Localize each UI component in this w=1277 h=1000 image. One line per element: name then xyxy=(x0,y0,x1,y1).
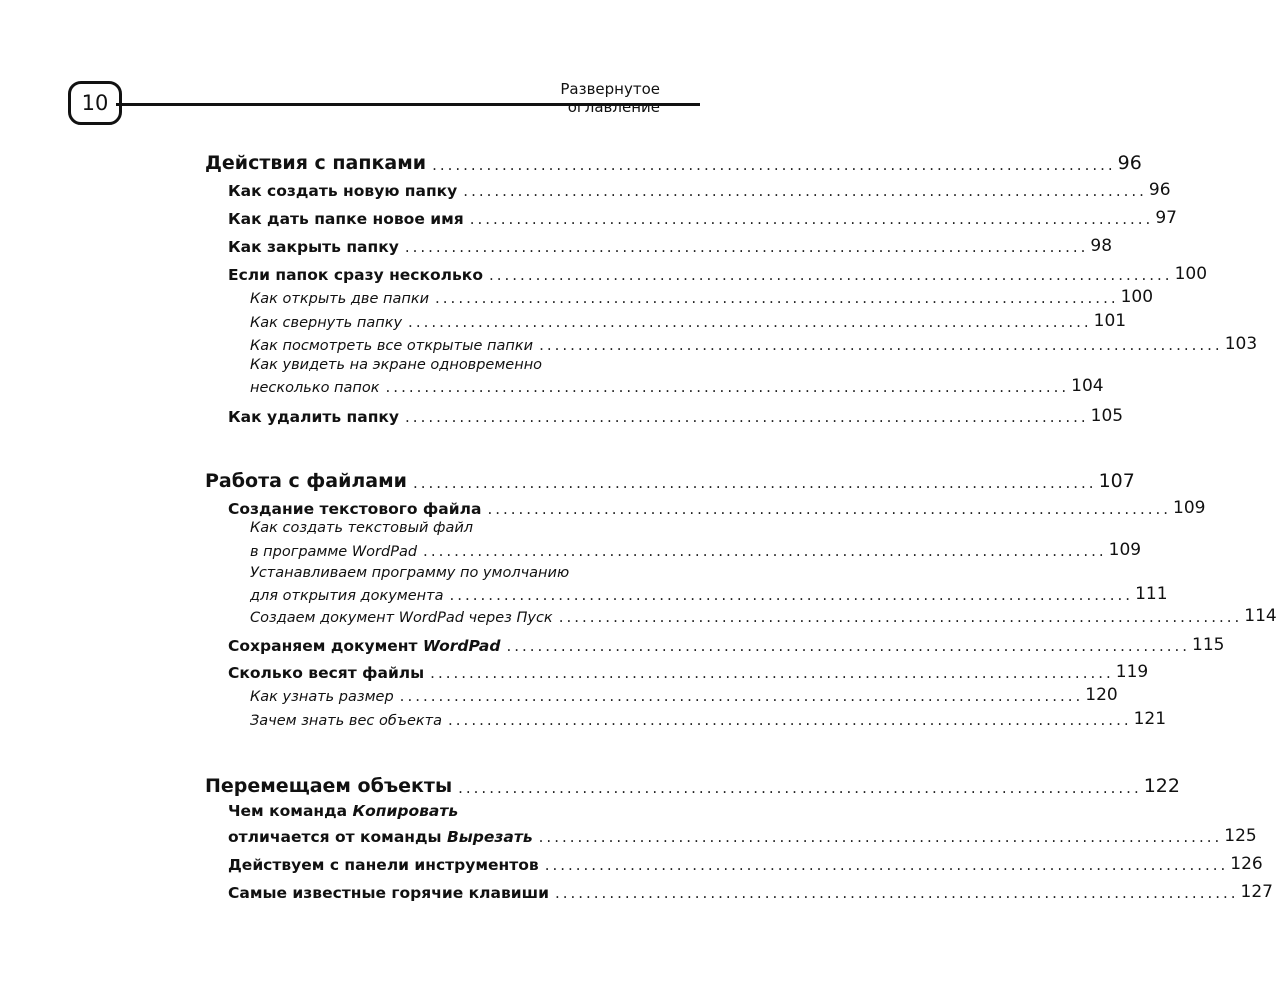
toc-label-emphasis: Копировать xyxy=(352,802,459,820)
toc-entry[interactable] xyxy=(228,658,1149,682)
toc-entry[interactable] xyxy=(250,707,1167,729)
toc-label: Действуем с панели инструментов xyxy=(228,856,539,874)
toc-label: Самые известные горячие клавиши xyxy=(228,884,549,902)
toc-label: Действия с папками xyxy=(205,152,427,174)
leader-dots: ........................................................................................ xyxy=(463,182,1147,200)
toc-entry[interactable] xyxy=(250,332,1258,354)
leader-dots: ........................................................................................ xyxy=(506,637,1191,655)
toc-page: 104 xyxy=(1071,376,1104,396)
toc-label: для открытия документа xyxy=(250,588,444,604)
leader-dots: ........................................................................................ xyxy=(538,828,1223,846)
toc-page: 109 xyxy=(1173,498,1206,518)
toc-page: 103 xyxy=(1224,334,1258,354)
leader-dots: ........................................................................................ xyxy=(558,608,1243,626)
leader-dots: ........................................................................................ xyxy=(385,378,1070,396)
leader-dots: ........................................................................................ xyxy=(488,266,1173,284)
toc-label-line[interactable] xyxy=(228,802,458,820)
toc-page: 120 xyxy=(1085,685,1118,705)
leader-dots: ........................................................................................ xyxy=(423,542,1107,560)
toc-entry[interactable] xyxy=(205,464,1135,492)
toc-label: Как свернуть папку xyxy=(250,315,403,331)
toc-label-text: Сохраняем документ xyxy=(228,637,423,655)
toc-page: 119 xyxy=(1115,662,1149,682)
toc-label-line[interactable]: Устанавливаем программу по умолчанию xyxy=(250,565,570,581)
leader-dots: ........................................................................................ xyxy=(435,289,1119,307)
leader-dots: ........................................................................................ xyxy=(487,500,1172,518)
toc-label: несколько папок xyxy=(250,380,380,396)
toc-page: 109 xyxy=(1108,540,1142,560)
leader-dots: ........................................................................................ xyxy=(405,408,1089,426)
toc-entry[interactable] xyxy=(228,850,1263,874)
toc-entry[interactable] xyxy=(250,538,1142,560)
toc-page: 101 xyxy=(1093,311,1127,331)
toc-page: 100 xyxy=(1120,287,1154,307)
toc-page: 97 xyxy=(1155,208,1177,228)
toc-label: Зачем знать вес объекта xyxy=(250,713,443,729)
toc-entry[interactable] xyxy=(228,204,1177,228)
toc-label: Перемещаем объекты xyxy=(205,775,453,797)
toc-label: Создаем документ WordPad через Пуск xyxy=(250,610,553,626)
toc-page: 107 xyxy=(1098,470,1135,492)
page-number-badge xyxy=(68,81,122,125)
toc-label: Как дать папке новое имя xyxy=(228,210,464,228)
toc-page: 96 xyxy=(1148,180,1171,200)
toc-page: 96 xyxy=(1117,152,1142,174)
toc-page: 115 xyxy=(1192,635,1225,655)
toc-page: 105 xyxy=(1090,406,1124,426)
toc-page: 100 xyxy=(1174,264,1208,284)
toc-page: 126 xyxy=(1230,854,1263,874)
toc-entry[interactable] xyxy=(205,146,1142,174)
toc-entry[interactable] xyxy=(250,309,1127,331)
toc-label xyxy=(228,637,500,655)
toc-entry[interactable] xyxy=(228,260,1208,284)
leader-dots: ........................................................................................ xyxy=(469,210,1154,228)
toc-label: Как посмотреть все открытые папки xyxy=(250,338,534,354)
toc-entry[interactable] xyxy=(250,374,1104,396)
leader-dots: ........................................................................................ xyxy=(404,238,1089,256)
leader-dots: ........................................................................................ xyxy=(412,474,1097,492)
toc-page: 125 xyxy=(1224,826,1257,846)
toc-label-emphasis: Вырезать xyxy=(446,828,533,846)
toc-entry[interactable] xyxy=(205,769,1180,797)
toc-label: Как открыть две папки xyxy=(250,291,430,307)
leader-dots: ........................................................................................ xyxy=(432,156,1116,174)
toc-label: Если папок сразу несколько xyxy=(228,266,483,284)
toc-page: 98 xyxy=(1090,236,1113,256)
toc-label-line[interactable]: Как создать текстовый файл xyxy=(250,520,474,536)
toc-label-text: отличается от команды xyxy=(228,828,447,846)
leader-dots: ........................................................................................ xyxy=(448,711,1132,729)
toc-entry[interactable] xyxy=(228,494,1206,518)
toc-page: 121 xyxy=(1133,709,1167,729)
toc-label: Как удалить папку xyxy=(228,408,400,426)
toc-label: Сколько весят файлы xyxy=(228,664,425,682)
leader-dots: ........................................................................................ xyxy=(430,664,1114,682)
leader-dots: ........................................................................................ xyxy=(399,687,1084,705)
toc-entry[interactable] xyxy=(228,402,1124,426)
toc-label: Создание текстового файла xyxy=(228,500,482,518)
page-number: 10 xyxy=(81,91,109,115)
toc-label: в программе WordPad xyxy=(250,544,418,560)
leader-dots: ........................................................................................ xyxy=(544,856,1229,874)
toc-entry[interactable] xyxy=(250,604,1277,626)
toc-label: Как создать новую папку xyxy=(228,182,458,200)
toc-page: 127 xyxy=(1240,882,1273,902)
leader-dots: ........................................................................................ xyxy=(458,779,1142,797)
toc-label-emphasis: WordPad xyxy=(422,637,501,655)
toc-entry[interactable] xyxy=(228,176,1171,200)
toc-label: Как узнать размер xyxy=(250,689,394,705)
toc-entry[interactable] xyxy=(250,285,1154,307)
toc-page: 114 xyxy=(1244,606,1277,626)
toc-label xyxy=(228,828,533,846)
toc-label-line[interactable]: Как увидеть на экране одновременно xyxy=(250,357,543,373)
leader-dots: ........................................................................................ xyxy=(449,586,1134,604)
toc-label-text: Чем команда xyxy=(228,802,353,820)
toc-label: Работа с файлами xyxy=(205,470,407,492)
leader-dots: ........................................................................................ xyxy=(408,313,1092,331)
toc-page: 111 xyxy=(1135,584,1168,604)
toc-entry[interactable] xyxy=(228,631,1225,655)
leader-dots: ........................................................................................ xyxy=(554,884,1239,902)
toc-label: Как закрыть папку xyxy=(228,238,399,256)
toc-entry[interactable] xyxy=(250,683,1118,705)
running-header: Развернутое оглавление xyxy=(560,80,660,116)
toc-entry[interactable] xyxy=(228,878,1273,902)
leader-dots: ........................................................................................ xyxy=(539,336,1223,354)
toc-page: 122 xyxy=(1143,775,1180,797)
toc-entry[interactable] xyxy=(228,822,1257,846)
toc-entry[interactable] xyxy=(250,582,1168,604)
toc-entry[interactable] xyxy=(228,232,1113,256)
